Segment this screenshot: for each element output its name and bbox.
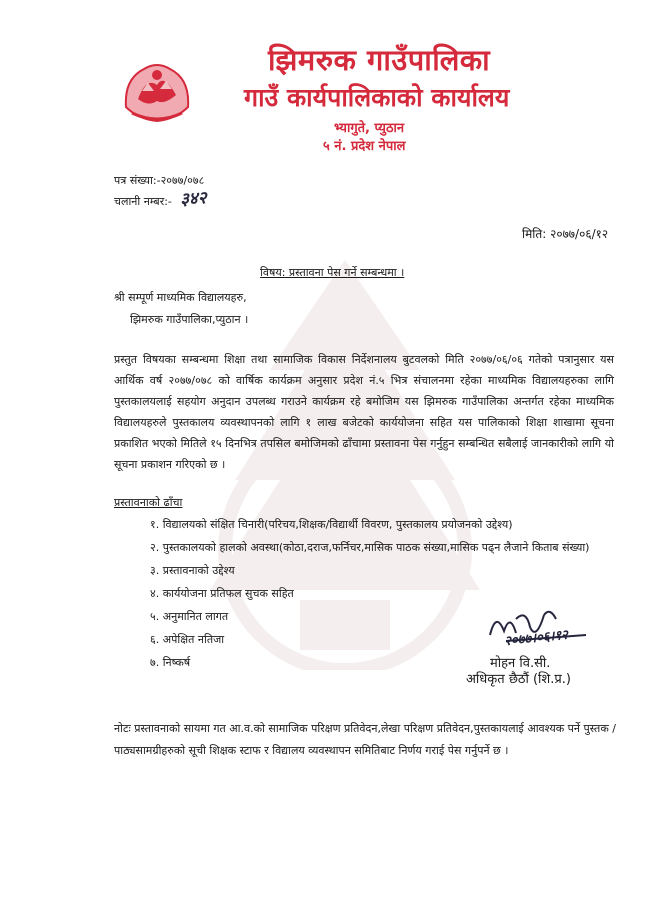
recipient-line-1: श्री सम्पूर्ण माध्यमिक विद्यालयहरु,	[114, 291, 247, 304]
list-item: २. पुस्तकालयको हालको अवस्था(कोठा,दराज,फर्निचर,मासिक पाठक संख्या,मासिक पढ्न लैजाने किताब संख्या)	[150, 541, 590, 554]
signer-name: मोहन वि.सी.	[490, 656, 551, 671]
office-province: ५ नं. प्रदेश नेपाल	[323, 139, 406, 154]
subject-line: विषय: प्रस्तावना पेस गर्ने सम्बन्धमा ।	[260, 266, 405, 279]
letter-date: मिति: २०७७/०६/१२	[522, 227, 609, 241]
recipient-line-2: झिमरुक गाउँपालिका,प्युठान ।	[130, 313, 249, 326]
list-item: ५. अनुमानित लागत	[150, 610, 229, 623]
list-item: ७. निष्कर्ष	[150, 656, 191, 669]
signer-title: अधिकृत छैठौं (शि.प्र.)	[466, 672, 571, 687]
body-paragraph: प्रस्तुत विषयका सम्बन्धमा शिक्षा तथा सामाजिक विकास निर्देशनालय बुटवलको मिति २०७७/०६/०६ गतेको पत्रानुसार यस आर्थिक वर्ष २०७७/०७८ को वार्षिक कार्यक्रम अनुसार प्रदेश नं.५ भित्र संचालनमा रहेका माध्यमिक विद्यालयहरुका लागि पुस्तकालयलाई सहयोग अनुदान उपलब्ध गराउने कार्यक्रम रहे बमोजिम यस झिमरुक गाउँपालिका अन्तर्गत रहेका माध्यमिक विद्यालयहरुले पुस्तकालय व्यवस्थापनको लागि १ लाख बजेटको कार्ययोजना सहित यस पालिकाको शिक्षा शाखामा सूचना प्रकाशित भएको मितिले १५ दिनभित्र तपसिल बमोजिमको ढाँचामा प्रस्तावना पेस गर्नुहुन सम्बन्धित सबैलाई जानकारीको लागि यो सूचना प्रकाशन गरिएको छ ।	[114, 353, 614, 471]
office-subtitle: गाउँ कार्यपालिकाको कार्यालय	[244, 83, 510, 112]
letter-number: पत्र संख्या:-२०७७/०७८	[114, 174, 205, 187]
list-item: ४. कार्ययोजना प्रतिफल सुचक सहित	[150, 587, 294, 600]
dispatch-number: ३४२	[179, 188, 208, 210]
nepal-emblem-icon	[118, 55, 196, 127]
list-item: ६. अपेक्षित नतिजा	[150, 633, 225, 646]
dispatch-label: चलानी नम्बर:-	[114, 195, 172, 208]
signature-date: २०७७।०६।१२	[503, 627, 569, 650]
office-name: झिमरुक गाउँपालिका	[268, 43, 491, 77]
office-address: भ्यागुते, प्युठान	[334, 121, 405, 136]
format-heading: प्रस्तावनाको ढाँचा	[114, 496, 183, 509]
list-item: ३. प्रस्तावनाको उद्देश्य	[150, 564, 235, 577]
list-item: १. विद्यालयको संक्षित चिनारी(परिचय,शिक्षक/विद्यार्थी विवरण, पुस्तकालय प्रयोजनको उद्देश्य)	[150, 518, 513, 531]
footnote: नोटः प्रस्तावनाको सायमा गत आ.व.को सामाजिक परिक्षण प्रतिवेदन,लेखा परिक्षण प्रतिवेदन,पुस्तकायलाई आवश्यक पर्ने पुस्तक /पाठ्यसामग्रीहरुको सूची शिक्षक स्टाफ र विद्यालय व्यवस्थापन समितिबाट निर्णय गराई पेस गर्नुपर्ने छ ।	[114, 722, 616, 757]
